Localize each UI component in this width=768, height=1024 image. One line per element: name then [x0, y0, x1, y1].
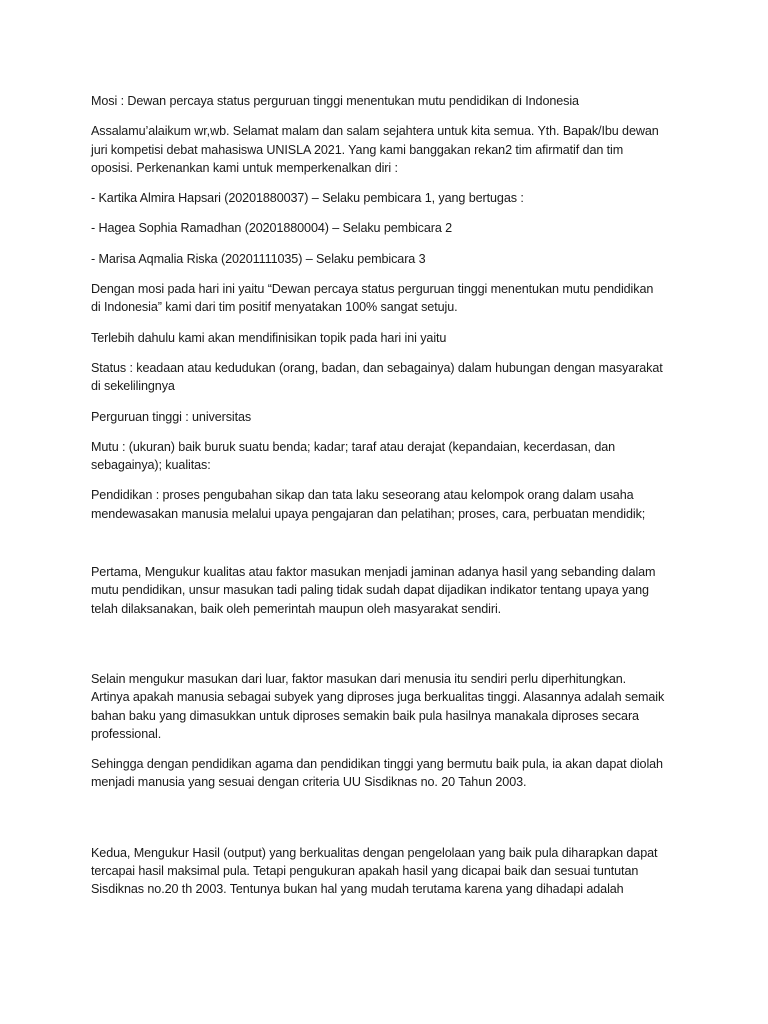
text-line: sebagainya); kualitas: — [91, 458, 211, 473]
definition-mutu — [91, 438, 708, 475]
text-line: - Hagea Sophia Ramadhan (20201880004) – Selaku pembicara 2 — [91, 221, 453, 236]
text-line: di sekelilingnya — [91, 379, 175, 394]
motion-paragraph — [91, 92, 708, 110]
argument-second-paragraph — [91, 844, 708, 899]
text-line: bahan baku yang dimasukkan untuk diproses semakin baik pula hasilnya manakala diproses secara — [91, 708, 639, 723]
text-line: mendewasakan manusia melalui upaya pengajaran dan pelatihan; proses, cara, perbuatan mendidik; — [91, 506, 646, 521]
text-line: Mutu : (ukuran) baik buruk suatu benda; kadar; taraf atau derajat (kepandaian, kecerdasan, dan — [91, 439, 616, 454]
text-line: di Indonesia” kami dari tim positif menyatakan 100% sangat setuju. — [91, 300, 458, 315]
speaker-3-item — [91, 250, 708, 268]
text-line: Perguruan tinggi : universitas — [91, 409, 252, 424]
text-line: - Kartika Almira Hapsari (20201880037) – Selaku pembicara 1, yang bertugas : — [91, 191, 524, 206]
greeting-paragraph — [91, 122, 708, 177]
speaker-2-item — [91, 219, 708, 237]
stance-paragraph — [91, 280, 708, 317]
text-line: Artinya apakah manusia sebagai subyek yang diproses juga berkualitas tinggi. Alasannya adalah semaik — [91, 690, 665, 705]
text-line: Selain mengukur masukan dari luar, faktor masukan dari menusia itu sendiri perlu diperhitungkan. — [91, 671, 627, 686]
text-line: Status : keadaan atau kedudukan (orang, badan, dan sebagainya) dalam hubungan dengan masyarakat — [91, 360, 663, 375]
text-line: Sehingga dengan pendidikan agama dan pendidikan tinggi yang bermutu baik pula, ia akan dapat diolah — [91, 757, 663, 772]
argument-first-paragraph — [91, 563, 708, 618]
text-line: telah dilaksanakan, baik oleh pemerintah maupun oleh masyarakat sendiri. — [91, 601, 502, 616]
text-line: oposisi. Perkenankan kami untuk memperkenalkan diri : — [91, 160, 398, 175]
text-line: Terlebih dahulu kami akan mendifinisikan topik pada hari ini yaitu — [91, 330, 447, 345]
text-line: - Marisa Aqmalia Riska (20201111035) – Selaku pembicara 3 — [91, 251, 426, 266]
text-line: Dengan mosi pada hari ini yaitu “Dewan percaya status perguruan tinggi menentukan mutu pendidikan — [91, 282, 654, 297]
text-line: menjadi manusia yang sesuai dengan criteria UU Sisdiknas no. 20 Tahun 2003. — [91, 775, 527, 790]
text-line: Pertama, Mengukur kualitas atau faktor masukan menjadi jaminan adanya hasil yang sebanding dalam — [91, 565, 656, 580]
text-line: Sisdiknas no.20 th 2003. Tentunya bukan hal yang mudah terutama karena yang dihadapi adalah — [91, 882, 624, 897]
definition-perguruan-tinggi — [91, 408, 708, 426]
text-line: tercapai hasil maksimal pula. Tetapi pengukuran apakah hasil yang dicapai baik dan sesuai tuntutan — [91, 864, 639, 879]
input-factor-paragraph — [91, 670, 708, 743]
speaker-1-item — [91, 189, 708, 207]
text-line: Kedua, Mengukur Hasil (output) yang berkualitas dengan pengelolaan yang baik pula diharapkan dapat — [91, 845, 658, 860]
definition-status — [91, 359, 708, 396]
conclusion-paragraph — [91, 755, 708, 792]
text-line: Mosi : Dewan percaya status perguruan tinggi menentukan mutu pendidikan di Indonesia — [91, 94, 579, 108]
text-line: professional. — [91, 726, 162, 741]
text-line: mutu pendidikan, unsur masukan tadi paling tidak sudah dapat dijadikan indikator tentang upaya yang — [91, 583, 649, 598]
text-line: juri kompetisi debat mahasiswa UNISLA 2021. Yang kami banggakan rekan2 tim afirmatif dan tim — [91, 142, 624, 157]
text-line: Assalamu’alaikum wr,wb. Selamat malam dan salam sejahtera untuk kita semua. Yth. Bapak/Ibu dewan — [91, 124, 659, 139]
definitions-intro — [91, 329, 708, 347]
definition-pendidikan — [91, 486, 708, 523]
text-line: Pendidikan : proses pengubahan sikap dan tata laku seseorang atau kelompok orang dalam usaha — [91, 488, 634, 503]
